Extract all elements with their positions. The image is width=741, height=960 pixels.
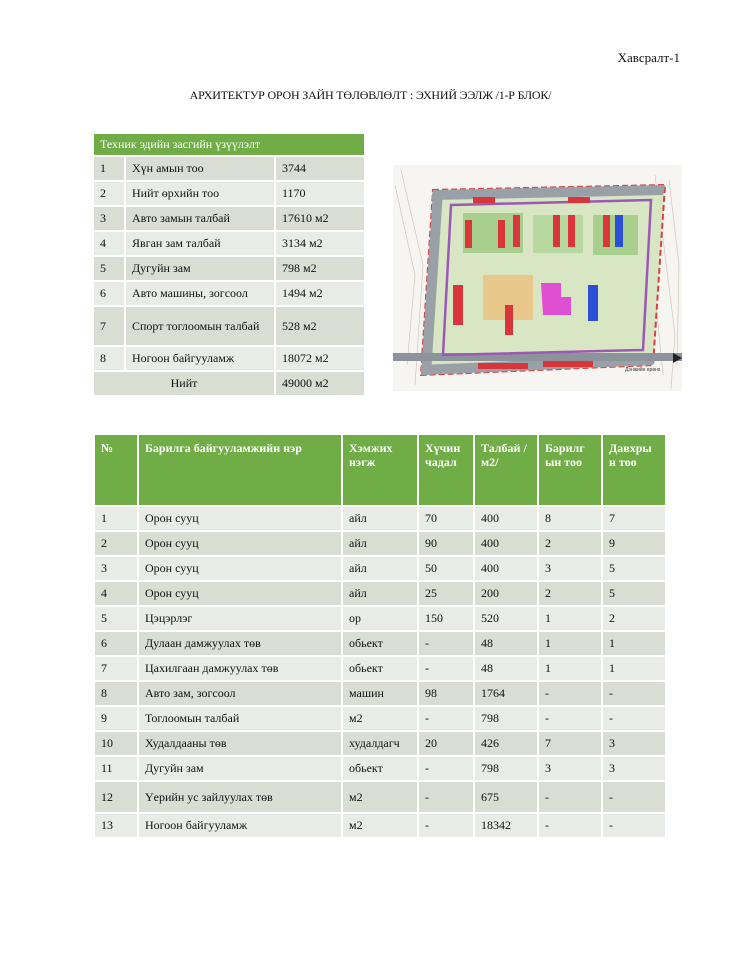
building-name: Тоглоомын талбай bbox=[139, 707, 341, 730]
table-row bbox=[95, 632, 665, 655]
total-value: 49000 м2 bbox=[276, 372, 364, 395]
unit: м2 bbox=[343, 814, 417, 837]
floor-count: 3 bbox=[603, 757, 665, 780]
area: 400 bbox=[475, 557, 537, 580]
header-unit: Хэмжих нэгж bbox=[343, 435, 417, 505]
capacity: 50 bbox=[419, 557, 473, 580]
table-row bbox=[94, 182, 364, 205]
row-number: 5 bbox=[95, 607, 137, 630]
appendix-label: Хавсралт-1 bbox=[617, 50, 680, 65]
building-count: 1 bbox=[539, 657, 601, 680]
row-number: 6 bbox=[94, 282, 124, 305]
capacity: 25 bbox=[419, 582, 473, 605]
capacity: - bbox=[419, 782, 473, 812]
row-number: 11 bbox=[95, 757, 137, 780]
floor-count: - bbox=[603, 682, 665, 705]
building-name: Орон сууц bbox=[139, 532, 341, 555]
floor-count: - bbox=[603, 707, 665, 730]
row-label: Ногоон байгууламж bbox=[126, 347, 274, 370]
area: 798 bbox=[475, 757, 537, 780]
floor-count: 7 bbox=[603, 507, 665, 530]
area: 798 bbox=[475, 707, 537, 730]
unit: м2 bbox=[343, 782, 417, 812]
table-row bbox=[95, 682, 665, 705]
table-row bbox=[94, 282, 364, 305]
site-plan-image bbox=[393, 165, 682, 391]
floor-count: - bbox=[603, 814, 665, 837]
row-number: 3 bbox=[94, 207, 124, 230]
floor-count: 1 bbox=[603, 632, 665, 655]
capacity: - bbox=[419, 814, 473, 837]
row-value: 1494 м2 bbox=[276, 282, 364, 305]
building-count: 1 bbox=[539, 632, 601, 655]
row-number: 3 bbox=[95, 557, 137, 580]
row-number: 9 bbox=[95, 707, 137, 730]
capacity: 70 bbox=[419, 507, 473, 530]
row-value: 798 м2 bbox=[276, 257, 364, 280]
area: 18342 bbox=[475, 814, 537, 837]
floor-count: 2 bbox=[603, 607, 665, 630]
table-row bbox=[95, 814, 665, 837]
row-number: 2 bbox=[95, 532, 137, 555]
row-value: 528 м2 bbox=[276, 307, 364, 345]
row-value: 3744 bbox=[276, 157, 364, 180]
row-label: Явган зам талбай bbox=[126, 232, 274, 255]
blue-building bbox=[615, 215, 623, 247]
capacity: 150 bbox=[419, 607, 473, 630]
header-name: Барилга байгууламжийн нэр bbox=[139, 435, 341, 505]
table-row bbox=[95, 732, 665, 755]
site-boundary bbox=[421, 185, 665, 375]
building-count: 3 bbox=[539, 557, 601, 580]
building-count: - bbox=[539, 814, 601, 837]
buildings-table bbox=[93, 433, 667, 839]
row-number: 7 bbox=[95, 657, 137, 680]
document-title: АРХИТЕКТУР ОРОН ЗАЙН ТӨЛӨВЛӨЛТ : ЭХНИЙ ЭЭЛЖ /1-Р БЛОК/ bbox=[189, 88, 552, 102]
building-name: Орон сууц bbox=[139, 557, 341, 580]
building-name: Орон сууц bbox=[139, 507, 341, 530]
floor-count: 5 bbox=[603, 582, 665, 605]
building-count: 8 bbox=[539, 507, 601, 530]
row-number: 13 bbox=[95, 814, 137, 837]
row-value: 18072 м2 bbox=[276, 347, 364, 370]
buildings-header-row bbox=[95, 435, 665, 505]
table-row bbox=[95, 582, 665, 605]
building-count: 2 bbox=[539, 582, 601, 605]
blue-building bbox=[588, 285, 598, 321]
total-row bbox=[94, 372, 364, 395]
capacity: - bbox=[419, 707, 473, 730]
area: 200 bbox=[475, 582, 537, 605]
table-row bbox=[94, 307, 364, 345]
building-name: Дугуйн зам bbox=[139, 757, 341, 780]
header-number: № bbox=[95, 435, 137, 505]
area: 400 bbox=[475, 507, 537, 530]
building-name: Худалдааны төв bbox=[139, 732, 341, 755]
total-label: Нийт bbox=[94, 372, 274, 395]
table-row bbox=[95, 532, 665, 555]
table-row bbox=[95, 607, 665, 630]
unit: обьект bbox=[343, 757, 417, 780]
table-row bbox=[94, 257, 364, 280]
unit: обьект bbox=[343, 657, 417, 680]
capacity: 90 bbox=[419, 532, 473, 555]
building-count: 3 bbox=[539, 757, 601, 780]
area: 520 bbox=[475, 607, 537, 630]
building-name: Цэцэрлэг bbox=[139, 607, 341, 630]
area: 1764 bbox=[475, 682, 537, 705]
floor-count: - bbox=[603, 782, 665, 812]
row-number: 4 bbox=[94, 232, 124, 255]
floor-count: 1 bbox=[603, 657, 665, 680]
row-label: Хүн амын тоо bbox=[126, 157, 274, 180]
building-name: Орон сууц bbox=[139, 582, 341, 605]
row-label: Авто замын талбай bbox=[126, 207, 274, 230]
row-number: 6 bbox=[95, 632, 137, 655]
table-row bbox=[94, 157, 364, 180]
tech-indicators-table bbox=[92, 132, 366, 397]
building-name: Үерийн ус зайлуулах төв bbox=[139, 782, 341, 812]
building-count: - bbox=[539, 682, 601, 705]
row-number: 2 bbox=[94, 182, 124, 205]
row-number: 12 bbox=[95, 782, 137, 812]
row-value: 3134 м2 bbox=[276, 232, 364, 255]
area: 426 bbox=[475, 732, 537, 755]
building-count: 1 bbox=[539, 607, 601, 630]
unit: м2 bbox=[343, 707, 417, 730]
capacity: - bbox=[419, 657, 473, 680]
unit: ор bbox=[343, 607, 417, 630]
header-capacity: Хүчин чадал bbox=[419, 435, 473, 505]
row-number: 1 bbox=[95, 507, 137, 530]
road-label: Дэнжийн ерөнх bbox=[625, 367, 661, 373]
unit: айл bbox=[343, 532, 417, 555]
row-label: Нийт өрхийн тоо bbox=[126, 182, 274, 205]
area: 48 bbox=[475, 657, 537, 680]
capacity: - bbox=[419, 632, 473, 655]
tech-table-header: Техник эдийн засгийн үзүүлэлт bbox=[94, 134, 364, 155]
row-value: 1170 bbox=[276, 182, 364, 205]
floor-count: 3 bbox=[603, 732, 665, 755]
unit: айл bbox=[343, 557, 417, 580]
table-row bbox=[95, 557, 665, 580]
row-number: 4 bbox=[95, 582, 137, 605]
row-number: 7 bbox=[94, 307, 124, 345]
row-number: 1 bbox=[94, 157, 124, 180]
table-row bbox=[95, 757, 665, 780]
table-row bbox=[95, 782, 665, 812]
unit: обьект bbox=[343, 632, 417, 655]
table-row bbox=[95, 507, 665, 530]
header-floors: Давхры н тоо bbox=[603, 435, 665, 505]
building-name: Ногоон байгууламж bbox=[139, 814, 341, 837]
capacity: 20 bbox=[419, 732, 473, 755]
building-name: Авто зам, зогсоол bbox=[139, 682, 341, 705]
floor-count: 5 bbox=[603, 557, 665, 580]
row-label: Авто машины, зогсоол bbox=[126, 282, 274, 305]
building-count: - bbox=[539, 782, 601, 812]
building-count: 2 bbox=[539, 532, 601, 555]
building-name: Цахилгаан дамжуулах төв bbox=[139, 657, 341, 680]
table-row bbox=[94, 347, 364, 370]
table-row bbox=[95, 707, 665, 730]
area: 675 bbox=[475, 782, 537, 812]
capacity: - bbox=[419, 757, 473, 780]
row-label: Дугуйн зам bbox=[126, 257, 274, 280]
main-road bbox=[393, 353, 682, 361]
unit: машин bbox=[343, 682, 417, 705]
unit: айл bbox=[343, 507, 417, 530]
row-number: 5 bbox=[94, 257, 124, 280]
capacity: 98 bbox=[419, 682, 473, 705]
row-label: Спорт тоглоомын талбай bbox=[126, 307, 274, 345]
unit: айл bbox=[343, 582, 417, 605]
table-row bbox=[95, 657, 665, 680]
floor-count: 9 bbox=[603, 532, 665, 555]
header-area: Талбай /м2/ bbox=[475, 435, 537, 505]
row-value: 17610 м2 bbox=[276, 207, 364, 230]
row-number: 8 bbox=[94, 347, 124, 370]
building-count: - bbox=[539, 707, 601, 730]
row-number: 10 bbox=[95, 732, 137, 755]
table-row bbox=[94, 207, 364, 230]
tech-header-row bbox=[94, 134, 364, 155]
header-count: Барилг ын тоо bbox=[539, 435, 601, 505]
row-number: 8 bbox=[95, 682, 137, 705]
area: 400 bbox=[475, 532, 537, 555]
table-row bbox=[94, 232, 364, 255]
area: 48 bbox=[475, 632, 537, 655]
building-count: 7 bbox=[539, 732, 601, 755]
building-name: Дулаан дамжуулах төв bbox=[139, 632, 341, 655]
unit: худалдагч bbox=[343, 732, 417, 755]
